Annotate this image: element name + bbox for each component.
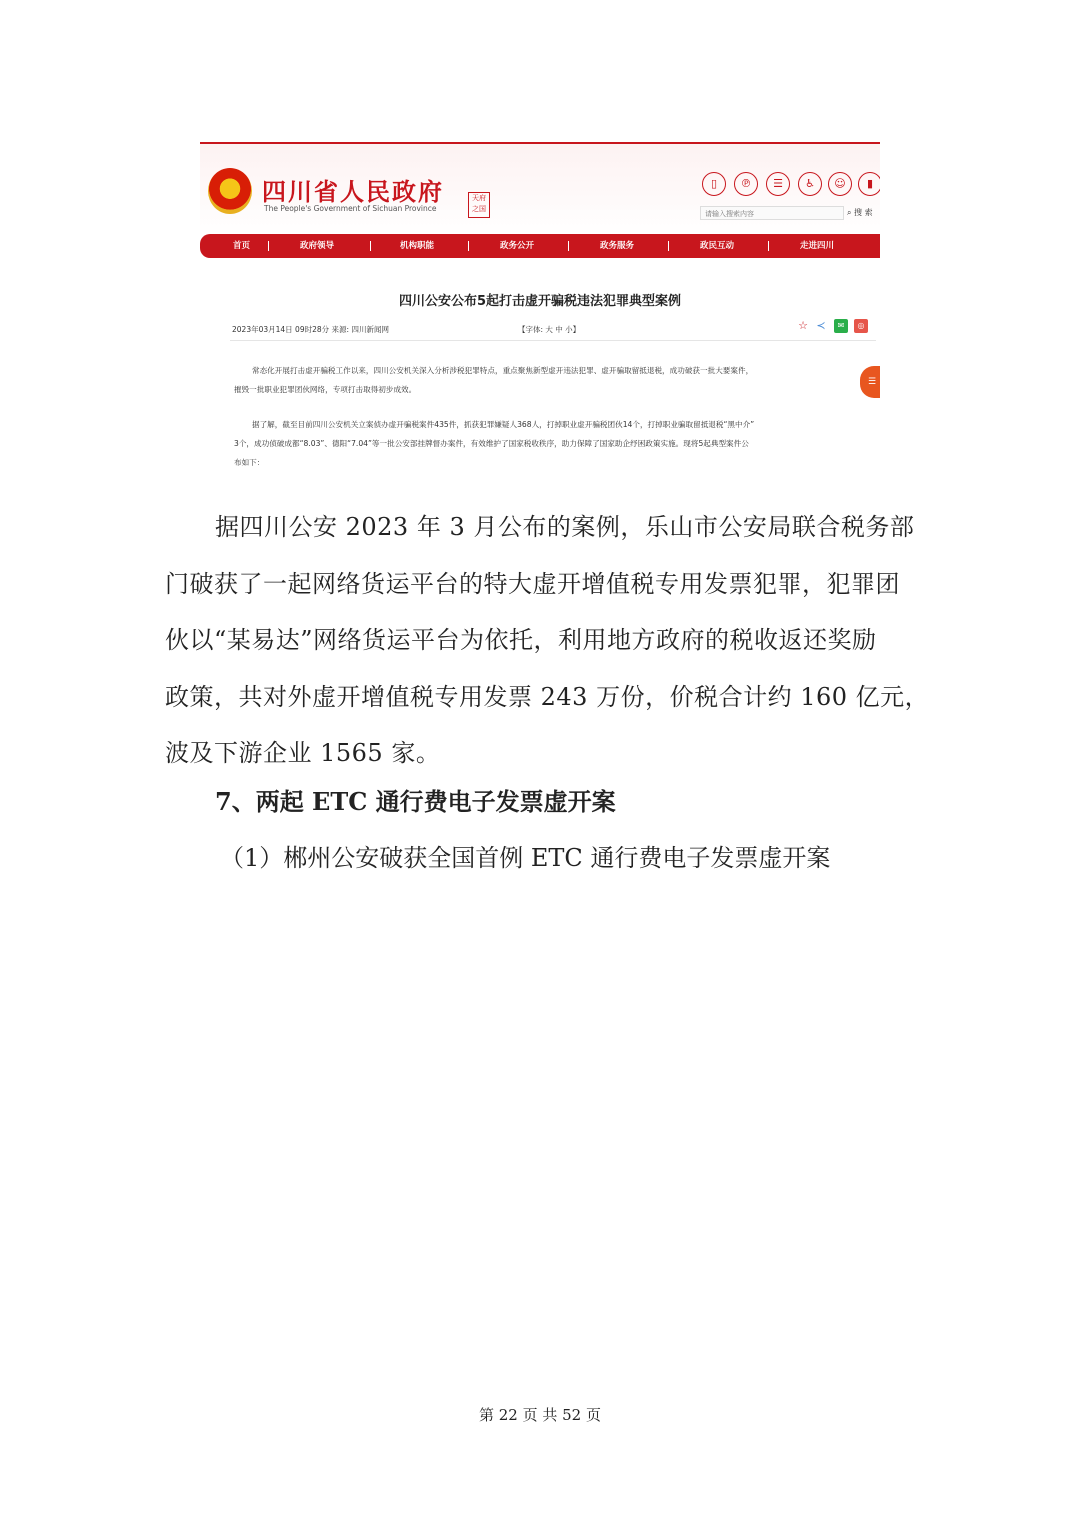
side-menu-icon[interactable]: ☰ [860, 366, 880, 398]
article-paragraph-2: 据了解，截至目前四川公安机关立案侦办虚开骗税案件435件，抓获犯罪嫌疑人368人，打掉职业虚开骗税团伙14个，打掉职业骗取留抵退税“黑中介” [252, 420, 755, 429]
nav-item-sichuan[interactable]: 走进四川 [800, 241, 835, 251]
national-emblem-icon [208, 168, 252, 214]
section-heading: 7、两起 ETC 通行费电子发票虚开案 [215, 787, 616, 816]
body-line: 据四川公安 2023 年 3 月公布的案例，乐山市公安局联合税务部 [215, 513, 915, 541]
accessibility-icon[interactable]: ♿ [798, 172, 822, 196]
wechat-icon[interactable]: ✉ [834, 319, 848, 333]
site-name: 四川省人民政府 [262, 178, 444, 206]
article-meta: 2023年03月14日 09时28分 来源: 四川新闻网 [232, 325, 389, 334]
article-paragraph-1: 常态化开展打击虚开骗税工作以来，四川公安机关深入分析涉税犯罪特点，重点聚焦新型虚开违法犯罪、虚开骗取留抵退税，成功破获一批大要案件， [252, 366, 754, 375]
nav-item-interaction[interactable]: 政民互动 [700, 241, 735, 251]
nav-item-home[interactable]: 首页 [233, 241, 251, 251]
favorite-icon[interactable]: ☆ [798, 319, 808, 332]
nav-item-services[interactable]: 政务服务 [600, 241, 635, 251]
font-size-control[interactable]: 【字体: 大 中 小】 [518, 325, 581, 334]
embedded-screenshot [200, 142, 880, 478]
body-line: 伙以“某易达”网络货运平台为依托，利用地方政府的税收返还奖励 [165, 626, 877, 654]
nav-separator [370, 241, 371, 251]
nav-separator [568, 241, 569, 251]
article-paragraph-1-cont: 摧毁一批职业犯罪团伙网络，专项打击取得初步成效。 [234, 385, 417, 394]
body-line: 门破获了一起网络货运平台的特大虚开增值税专用发票犯罪，犯罪团 [165, 569, 900, 598]
weibo-icon[interactable]: ◎ [854, 319, 868, 333]
seal-logo: 天府 之国 [468, 192, 490, 218]
phone-icon[interactable]: ▯ [702, 172, 726, 196]
nav-item-leaders[interactable]: 政府领导 [300, 241, 335, 251]
elder-icon[interactable]: ☺ [828, 172, 852, 196]
chat-icon[interactable]: ☰ [766, 172, 790, 196]
search-input[interactable]: 请输入搜索内容 [700, 206, 844, 220]
article-title: 四川公安公布5起打击虚开骗税违法犯罪典型案例 [398, 294, 682, 309]
share-icon[interactable]: ≺ [816, 319, 826, 332]
door-icon[interactable]: ▮ [858, 172, 880, 196]
search-button[interactable]: ⌕ 搜 索 [847, 208, 873, 217]
nav-separator [668, 241, 669, 251]
body-line: 政策，共对外虚开增值税专用发票 243 万份，价税合计约 160 亿元， [165, 682, 930, 711]
header-icon-bar [700, 172, 880, 198]
share-bar [796, 319, 874, 335]
nav-item-gov-affairs[interactable]: 政务公开 [500, 241, 535, 251]
nav-item-institutions[interactable]: 机构职能 [400, 241, 435, 251]
site-name-en: The People's Government of Sichuan Province [264, 204, 437, 213]
sub-heading: （1）郴州公安破获全国首例 ETC 通行费电子发票虚开案 [220, 844, 831, 872]
body-paragraph [165, 499, 930, 782]
nav-separator [468, 241, 469, 251]
pinterest-icon[interactable]: ℗ [734, 172, 758, 196]
nav-separator [768, 241, 769, 251]
article-paragraph-2-cont: 3个，成功侦破成都“8.03”、德阳“7.04”等一批公安部挂牌督办案件，有效维护了国家税收秩序，助力保障了国家助企纾困政策实施。现将5起典型案件公 [234, 439, 749, 448]
site-header [200, 144, 880, 236]
article-paragraph-2-end: 布如下： [234, 458, 265, 467]
search-button-label: 搜 索 [854, 208, 873, 217]
nav-separator [268, 241, 269, 251]
body-line: 波及下游企业 1565 家。 [165, 739, 441, 767]
meta-divider [230, 340, 876, 341]
page-footer: 第 22 页 共 52 页 [478, 1406, 601, 1424]
main-nav [200, 234, 880, 258]
